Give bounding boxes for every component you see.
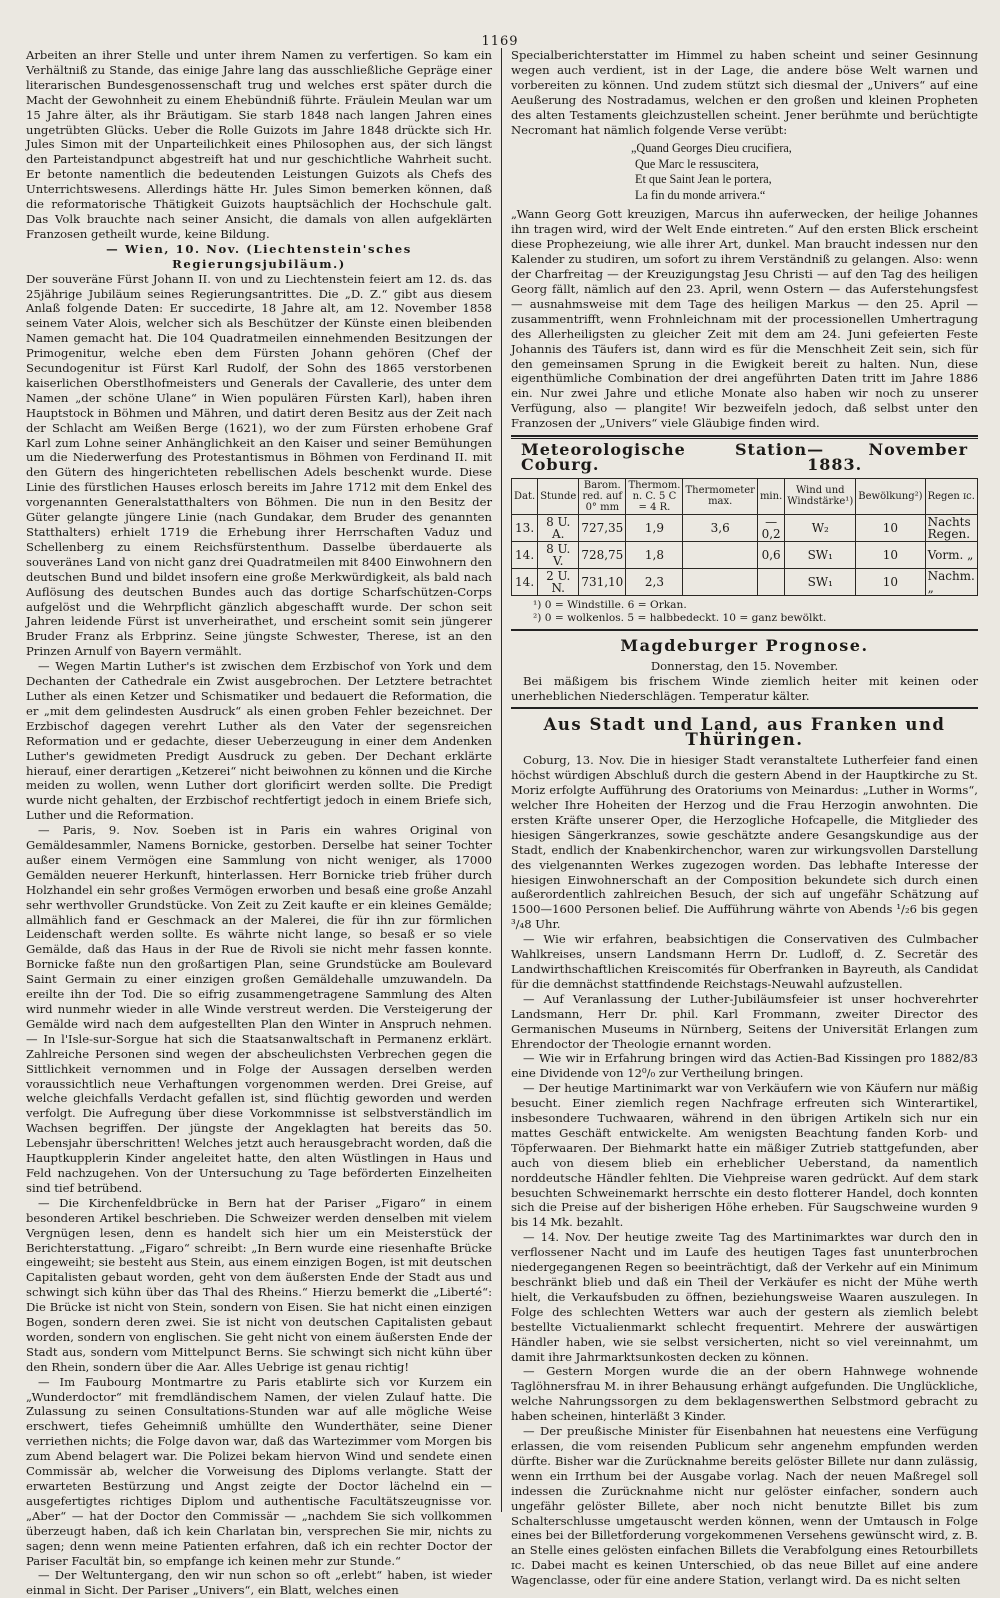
table-cell: W₂ bbox=[785, 514, 856, 541]
article-liechtenstein: Der souveräne Fürst Johann II. von und zu Liechtenstein feiert am 12. ds. das 25jährige Jubiläum seines Regierungsantrittes. Die „D. Z.“ gibt aus diesem Anlaß folgende Daten: Er succedirte, 18 Jahre alt, am 12. November 1858 seinem Vater Alois, welcher sich als Beschützer der Künste einen bleibenden Namen gemacht hat. Die 104 Quadratmeilen einnehmenden Besitzungen der Primogenitur, welche eben dem Fürsten Johann gehören (Chef der Secundogenitur ist Fürst Karl Rudolf, der Sohn des 1865 verstorbenen kaiserlichen Oberstlhofmeisters und Generals der Cavallerie, des unter dem Namen „der schöne Ulane“ in Wien populären Fürsten Karl), haben ihren Hauptstock in Böhmen und Mähren, und datirt deren Besitz aus der Zeit nach der Schlacht am Weißen Berge (1621), wo der zum Fürsten erhobene Graf Karl zum Lohne seiner Anhänglichkeit an den Kaiser und seiner Bemühungen um die Niederwerfung des Protestantismus in Böhmen von Ferdinand II. mit den Gütern des hingerichteten rebellischen Adels beschenkt wurde. Diese Linie des fürstlichen Hauses erlosch bereits im Jahre 1712 mit dem Enkel des vorgenannten Generalstatthalters von Böhmen. Die nun in den Besitz der Güter gelangte jüngere Linie (nach Gundakar, dem Bruder des genannten Statthalters) erhielt 1719 die Erhebung ihrer Herrschaften Vaduz und Schellenberg zu einem Reichsfürstenthum. Dasselbe überdauerte als souveränes Land von nicht ganz drei Quadratmeilen mit 8400 Einwohnern den deutschen Bund und bildet insofern eine große Merkwürdigkeit, als bald nach Auflösung des deutschen Bundes auch das dortige Scharfschützen-Corps aufgelöst und die Wehrpflicht gänzlich abgeschafft wurde. Der schon seit Jahren leidende Fürst ist unverheirathet, und erscheint somit sein jüngerer Bruder Franz als Erbprinz. Seine jüngste Schwester, Therese, ist an den Prinzen Arnulf von Bayern vermählt. bbox=[26, 271, 492, 659]
table-cell: 14. bbox=[512, 568, 538, 595]
col-header: min. bbox=[757, 478, 784, 514]
article-railway-tickets: — Der preußische Minister für Eisenbahnen hat neuestens eine Verfügung erlassen, die vom reisenden Publicum sehr angenehm empfunden werden dürfte. Bisher war die Zurücknahme bereits gelöster Billete nur dann zulässig, wenn ein Irrthum bei der Ausgabe vorlag. Nach der neuen Maßregel soll indessen die Zurücknahme nicht nur gelöster einfacher, sondern auch ungefähr gelöster Billete, aber noch nicht benutzte Billet bis zum Schalterschlusse umgetauscht werden können, wenn der Umtausch in Folge eines bei der Billetforderung vorgekommenen Versehens gewünscht wird, z. B. an Stelle eines gelösten einfachen Billets die Verabfolgung eines Retourbillets ɪc. Dabei macht es keinen Unterschied, ob das neue Billet auf eine andere Wagenclasse, oder für eine andere Station, verlangt wird. Da es nicht selten bbox=[511, 1424, 978, 1588]
table-cell: 2,3 bbox=[626, 568, 683, 595]
left-column bbox=[26, 48, 502, 1598]
nostradamus-verse bbox=[631, 141, 978, 203]
article-paris-bornicke: — Paris, 9. Nov. Soeben ist in Paris ein wahres Original von Gemäldesammler, Namens Bornicke, gestorben. Derselbe hat seiner Tochter außer einem Vermögen eine Sammlung von nicht weniger, als 17000 Gemälden neuerer Herkunft, hinterlassen. Herr Bornicke trieb früher durch Holzhandel ein sehr großes Vermögen erworben und besaß eine große Anzahl sehr werthvoller Grundstücke. Von Zeit zu Zeit kaufte er ein kleines Gemälde; allmählich fand er Geschmack an der Malerei, die für ihn zur förmlichen Leidenschaft werden sollte. Es währte nicht lange, so besaß er so viele Gemälde, daß das Haus in der Rue de Rivoli sie nicht mehr fassen konnte. Bornicke faßte nun den großartigen Plan, seine Grundstücke am Boulevard Saint Germain zu einer einzigen großen Gemäldehalle umzuwandeln. Da ereilte ihn der Tod. Die so eifrig zusammengetragene Sammlung des Alten wird nunmehr wieder in alle Winde verstreut werden. Die Versteigerung der Gemälde wird nach dem aufgestellten Plan den Winter in Anspruch nehmen. — In l'Isle-sur-Sorgue hat sich die Staatsanwaltschaft in Permanenz erklärt. Zahlreiche Personen sind wegen der abscheulichsten Verbrechen gegen die Sittlichkeit vernommen und in Folge der Aussagen derselben werden voraussichtlich neue Verhaftungen vorgenommen werden. Drei Greise, auf welche gleichfalls Verdacht gefallen ist, sind flüchtig geworden und werden verfolgt. Die Aufregung über diese Vorkommnisse ist selbstverständlich im Wachsen begriffen. Der jüngste der Angeklagten hat bereits das 50. Lebensjahr überschritten! Welches jetzt auch herausgebracht worden, daß die Hauptkupplerin Kinder angeleitet hatte, den alten Wüstlingen in Haus und Feld nachzugehen. Von der Untersuchung zu Tage beförderten Einzelheiten sind tief betrübend. bbox=[26, 823, 492, 1195]
article-weltuntergang-start: — Der Weltuntergang, den wir nun schon so oft „erlebt“ haben, ist wieder einmal in Sicht. Der Pariser „Univers“, ein Blatt, welches einen bbox=[26, 1568, 492, 1598]
article-guizot-end: Arbeiten an ihrer Stelle und unter ihrem Namen zu verfertigen. So kam ein Verhältniß zu Stande, das einige Jahre lang das ausschließliche Gepräge einer literarischen Bundesgenossenschaft trug und welches erst später durch die Macht der Gewohnheit zu einem Ehebündniß führte. Fräulein Meulan war um 15 Jahre älter, als ihr Bräutigam. Sie starb 1848 nach langen Jahren eines ungetrübten Glücks. Ueber die Rolle Guizots im Jahre 1848 drückte sich Hr. Jules Simon mit der Unparteilichkeit eines Philosophen aus, der sich längst den Parteistandpunct abgestreift hat und nur geschichtliche Wahrheit sucht. Er betonte namentlich die bedeutenden Leistungen Guizots als Chefs des Unterrichtswesens. Allerdings hätte Hr. Jules Simon bemerken können, daß die reformatorische Thätigkeit Guizots hauptsächlich der Hochschule galt. Das Volk brauchte nach seiner Ansicht, die damals von allen aufgeklärten Franzosen getheilt wurde, keine Bildung. bbox=[26, 48, 492, 241]
weather-note: ²) 0 = wolkenlos. 5 = halbbedeckt. 10 = ganz bewölkt. bbox=[533, 611, 827, 624]
weather-notes bbox=[511, 596, 978, 625]
col-header: Barom. red. auf 0° mm bbox=[579, 478, 626, 514]
divider-heavy bbox=[511, 435, 978, 437]
weather-table-header bbox=[512, 478, 978, 514]
article-culmbach-candidate: — Wie wir erfahren, beabsichtigen die Conservativen des Culmbacher Wahlkreises, unsern Landsmann Herrn Dr. Ludloff, d. Z. Secretär des Landwirthschaftlichen Kreiscomités für Oberfranken in Bayreuth, als Candidat für die demnächst stattfindende Reichstags-Neuwahl aufzustellen. bbox=[511, 932, 978, 991]
col-header: Stunde bbox=[538, 478, 579, 514]
article-frommann-honorary: — Auf Veranlassung der Luther-Jubiläumsfeier ist unser hochverehrter Landsmann, Herr Dr. phil. Karl Frommann, zweiter Director des Germanischen Museums in Nürnberg, Seitens der Universität Erlangen zum Ehrendoctor der Theologie ernannt worden. bbox=[511, 991, 978, 1051]
table-cell: 8 U. V. bbox=[538, 541, 579, 568]
col-header: Thermom. n. C. 5 C = 4 R. bbox=[626, 478, 683, 514]
table-row bbox=[512, 514, 978, 541]
col-header: Thermometer max. bbox=[683, 478, 757, 514]
table-cell: 10 bbox=[856, 541, 925, 568]
weather-station-name: Meteorologische Station Coburg. bbox=[521, 440, 808, 474]
weather-note: ¹) 0 = Windstille. 6 = Orkan. bbox=[533, 598, 687, 611]
verse-line: „Quand Georges Dieu crucifiera, bbox=[631, 141, 792, 156]
table-cell: Nachts Regen. bbox=[925, 514, 977, 541]
verse-line: Et que Saint Jean le portera, bbox=[635, 172, 772, 187]
prognosis-text: Bei mäßigem bis frischem Winde ziemlich heiter mit keinen oder unerheblichen Niederschlägen. Temperatur kälter. bbox=[511, 673, 978, 703]
article-weltuntergang-cont: Specialberichterstatter im Himmel zu haben scheint und seiner Gesinnung wegen auch verdient, ist in der Lage, die andere böse Welt warnen und vorbereiten zu können. Und zudem stützt sich diesmal der „Univers“ auf eine Aeußerung des Nostradamus, welchen er den großen und kleinen Propheten des alten Testaments gleichzustellen scheint. Jener berühmte und berüchtigte Necromant hat nämlich folgende Verse verübt: bbox=[511, 48, 978, 137]
table-cell: 728,75 bbox=[579, 541, 626, 568]
divider-heavy bbox=[511, 629, 978, 631]
divider-light bbox=[511, 438, 978, 439]
article-suicide: — Gestern Morgen wurde die an der obern Hahnwege wohnende Taglöhnersfrau M. in ihrer Behausung erhängt aufgefunden. Die Unglückliche, welche Nahrungssorgen zu dem beklagenswerthen Selbstmord gebracht zu haben scheinen, hinterläßt 3 Kinder. bbox=[511, 1364, 978, 1424]
right-column bbox=[502, 48, 978, 1588]
weather-table bbox=[511, 478, 978, 596]
article-kissingen-dividend: — Wie wir in Erfahrung bringen wird das Actien-Bad Kissingen pro 1882/83 eine Dividende von 12⁰/₀ zur Vertheilung bringen. bbox=[511, 1051, 978, 1081]
table-cell: 10 bbox=[856, 514, 925, 541]
text-columns bbox=[26, 48, 978, 1598]
table-cell: SW₁ bbox=[785, 568, 856, 595]
table-cell: 1,8 bbox=[626, 541, 683, 568]
table-cell: 13. bbox=[512, 514, 538, 541]
table-row bbox=[512, 541, 978, 568]
table-cell: 8 U. A. bbox=[538, 514, 579, 541]
table-cell: 0,6 bbox=[757, 541, 784, 568]
prognosis-date: Donnerstag, den 15. November. bbox=[650, 658, 839, 673]
article-prophecy-explained: „Wann Georg Gott kreuzigen, Marcus ihn auferwecken, der heilige Johannes ihn tragen wird, wird der Welt Ende eintreten.“ Auf den ersten Blick erscheint diese Prophezeiung, wie alle ihrer Art, dunkel. Man braucht indessen nur den Kalender zu studiren, um sofort zu ihrem Verständniß zu gelangen. Also: wenn der Charfreitag — der Kreuzigungstag Jesu Christi — auf den Tag des heiligen Georg fällt, nämlich auf den 23. April, wenn Ostern — das Auferstehungsfest — ausnahmsweise mit dem Tage des heiligen Markus — den 25. April — zusammentrifft, wenn Frohnleichnam mit der processionellen Umhertragung des Allerheiligsten zu gleicher Zeit mit dem am 24. Juni gefeierten Feste Johannis des Täufers ist, dann wird es für die Menschheit Zeit sein, sich für den gemeinsamen Sprung in die Ewigkeit bereit zu halten. Nun, diese eigenthümliche Combination der drei angeführten Daten tritt im Jahre 1886 ein. Nur zwei Jahre und etliche Monate also haben wir noch zu unserer Verfügung, also — plangite! Wir bezweifeln jedoch, daß selbst unter den Franzosen der „Univers“ viele Gläubige finden wird. bbox=[511, 207, 978, 431]
prognosis-title: Magdeburger Prognose. bbox=[620, 635, 869, 655]
col-header: Wind und Windstärke¹) bbox=[785, 478, 856, 514]
article-wien-heading: — Wien, 10. Nov. (Liechtenstein'sches Regierungsjubiläum.) bbox=[106, 241, 412, 271]
table-cell: 1,9 bbox=[626, 514, 683, 541]
verse-line: Que Marc le ressuscitera, bbox=[635, 156, 759, 171]
weather-station-title bbox=[511, 440, 978, 476]
table-cell: Nachm. „ bbox=[925, 568, 977, 595]
weather-station-month: — November 1883. bbox=[807, 440, 968, 474]
table-cell: 2 U. N. bbox=[538, 568, 579, 595]
article-martinimarkt-day2: — 14. Nov. Der heutige zweite Tag des Martinimarktes war durch den in verflossener Nacht und im Laufe des heutigen Tages fast ununterbrochen niedergegangenen Regen so beeinträchtigt, daß der Verkehr auf ein Minimum beschränkt blieb und daß ein Theil der Verkäufer es nicht der Mühe werth hielt, die Verkaufsbuden zu öffnen, beziehungsweise Waaren auszulegen. In Folge des schlechten Wetters war auch der gestern als ziemlich belebt bestellte Victualienmarkt schlecht frequentirt. Mehrere der auswärtigen Händler haben, wie sie selbst versicherten, nicht so viel vereinnahmt, um damit ihre Jahrmarktsunkosten decken zu können. bbox=[511, 1230, 978, 1364]
col-header: Regen ɪc. bbox=[925, 478, 977, 514]
article-luther-york: — Wegen Martin Luther's ist zwischen dem Erzbischof von York und dem Dechanten der Cathedrale ein Zwist ausgebrochen. Der Letztere betrachtet Luther als einen Ketzer und Schismatiker und bedauert die Reformation, die er „mit dem gelindesten Ausdruck“ als einen groben Fehler bezeichnet. Der Erzbischof dagegen verehrt Luther als den Vater der segensreichen Reformation und er gedachte, dieser Ueberzeugung in einer dem Andenken Luther's gewidmeten Predigt Ausdruck zu geben. Der Dechant erklärte hierauf, einer derartigen „Ketzerei“ nicht beiwohnen zu können und die Kirche meiden zu wollen, wenn Luther dort glorificirt werden sollte. Die Predigt wurde nicht gehalten, der Erzbischof rechtfertigt jedoch in einem Briefe sich, Luther und die Reformation. bbox=[26, 659, 492, 823]
table-cell: 731,10 bbox=[579, 568, 626, 595]
table-cell: 14. bbox=[512, 541, 538, 568]
table-cell: 3,6 bbox=[683, 514, 757, 541]
article-martinimarkt: — Der heutige Martinimarkt war von Verkäufern wie von Käufern nur mäßig besucht. Einer ziemlich regen Nachfrage erfreuten sich Winterartikel, insbesondere Tuchwaaren, während in den übrigen Artikeln sich nur ein mattes Geschäft entwickelte. Am wenigsten Beachtung fanden Korb- und Töpferwaaren. Der Biehmarkt hatte ein mäßiger Zutrieb stattgefunden, aber auch von diesem blieb ein erheblicher Ueberstand, da namentlich norddeutsche Händler fehlten. Die Viehpreise waren gedrückt. Auf dem stark besuchten Schweinemarkt herrschte ein desto flotterer Handel, doch konnten sich die Preise auf der bisherigen Höhe erheben. Für Saugschweine wurden 9 bis 14 Mk. bezahlt. bbox=[511, 1081, 978, 1230]
col-header: Bewölkung²) bbox=[856, 478, 925, 514]
table-cell bbox=[683, 568, 757, 595]
table-cell: 727,35 bbox=[579, 514, 626, 541]
table-cell bbox=[757, 568, 784, 595]
table-cell: Vorm. „ bbox=[925, 541, 977, 568]
table-cell: —0,2 bbox=[757, 514, 784, 541]
table-cell: 10 bbox=[856, 568, 925, 595]
table-row bbox=[512, 568, 978, 595]
article-coburg-lutherfeier: Coburg, 13. Nov. Die in hiesiger Stadt veranstaltete Lutherfeier fand einen höchst würdigen Abschluß durch die gestern Abend in der Hauptkirche zu St. Moriz erfolgte Aufführung des Oratoriums von Meinardus: „Luther in Worms“, welcher Ihre Hoheiten der Herzog und die Frau Herzogin anwohnten. Die ersten Kräfte unserer Oper, die Herzogliche Hofcapelle, die Mitglieder des hiesigen Sängerkranzes, sowie geschätzte andere Gesangskundige aus der Stadt, endlich der Knabenkirchenchor, waren zur wirkungsvollen Darstellung des vielgenannten Werkes zugezogen worden. Das lebhafte Interesse der hiesigen Einwohnerschaft an der Composition bekundete sich durch einen außerordentlich zahlreichen Besuch, der sich auf ungefähr Schätzung auf 1500—1600 Personen belief. Die Aufführung währte von Abends ¹/₂6 bis gegen ³/₄8 Uhr. bbox=[511, 753, 978, 932]
page-number: 1169 bbox=[481, 34, 519, 49]
col-header: Dat. bbox=[512, 478, 538, 514]
table-cell bbox=[683, 541, 757, 568]
article-kirchenfeldbruecke: — Die Kirchenfeldbrücke in Bern hat der Pariser „Figaro“ in einem besonderen Artikel beschrieben. Die Schweizer werden denselben mit vielem Vergnügen lesen, denn es handelt sich hier um ein Meisterstück der Berichterstattung. „Figaro“ schreibt: „In Bern wurde eine riesenhafte Brücke eingeweiht; sie besteht aus Stein, aus einem einzigen Bogen, ist mit deutschen Capitalisten gebaut worden, geht von dem äußersten Ende der Stadt aus und schwingt sich kühn über das Thal des Rheins.“ Hierzu bemerkt die „Liberté“: Die Brücke ist nicht von Stein, sondern von Eisen. Sie hat nicht einen einzigen Bogen, sondern deren zwei. Sie ist nicht von deutschen Capitalisten gebaut worden, sondern von englischen. Sie geht nicht von einem äußersten Ende der Stadt aus, sondern vom Mittelpunct Berns. Sie schwingt sich nicht kühn über den Rhein, sondern über die Aar. Alles Uebrige ist genau richtig! bbox=[26, 1195, 492, 1374]
verse-line: La fin du monde arrivera.“ bbox=[635, 187, 766, 202]
divider-heavy bbox=[511, 707, 978, 709]
section-title-local-news: Aus Stadt und Land, aus Franken und Thüringen. bbox=[543, 715, 946, 750]
article-wunderdoctor: — Im Faubourg Montmartre zu Paris etablirte sich vor Kurzem ein „Wunderdoctor“ mit fremdländischem Namen, der vielen Zulauf hatte. Die Zulassung zu seinen Consultations-Stunden war auf alle mögliche Weise erschwert, tiefes Geheimniß umhüllte den Wunderthäter, seine Diener verriethen nichts; die Folge davon war, daß das Wartezimmer vom Morgen bis zum Abend belagert war. Die Polizei bekam hiervon Wind und sendete einen Commissär ab, welcher die Vorweisung des Diploms verlangte. Statt der erwarteten Bestürzung und Angst zeigte der Doctor lächelnd ein — ausgefertigtes richtiges Diplom und authentische Facultätszeugnisse vor. „Aber“ — hat der Doctor den Commissär — „nachdem Sie sich vollkommen überzeugt haben, daß ich kein Charlatan bin, versprechen Sie mir, nichts zu sagen; denn wenn meine Patienten erfahren, daß ich ein rechter Doctor der Pariser Facultät bin, so empfange ich keinen mehr zur Stunde.“ bbox=[26, 1374, 492, 1568]
table-cell: SW₁ bbox=[785, 541, 856, 568]
